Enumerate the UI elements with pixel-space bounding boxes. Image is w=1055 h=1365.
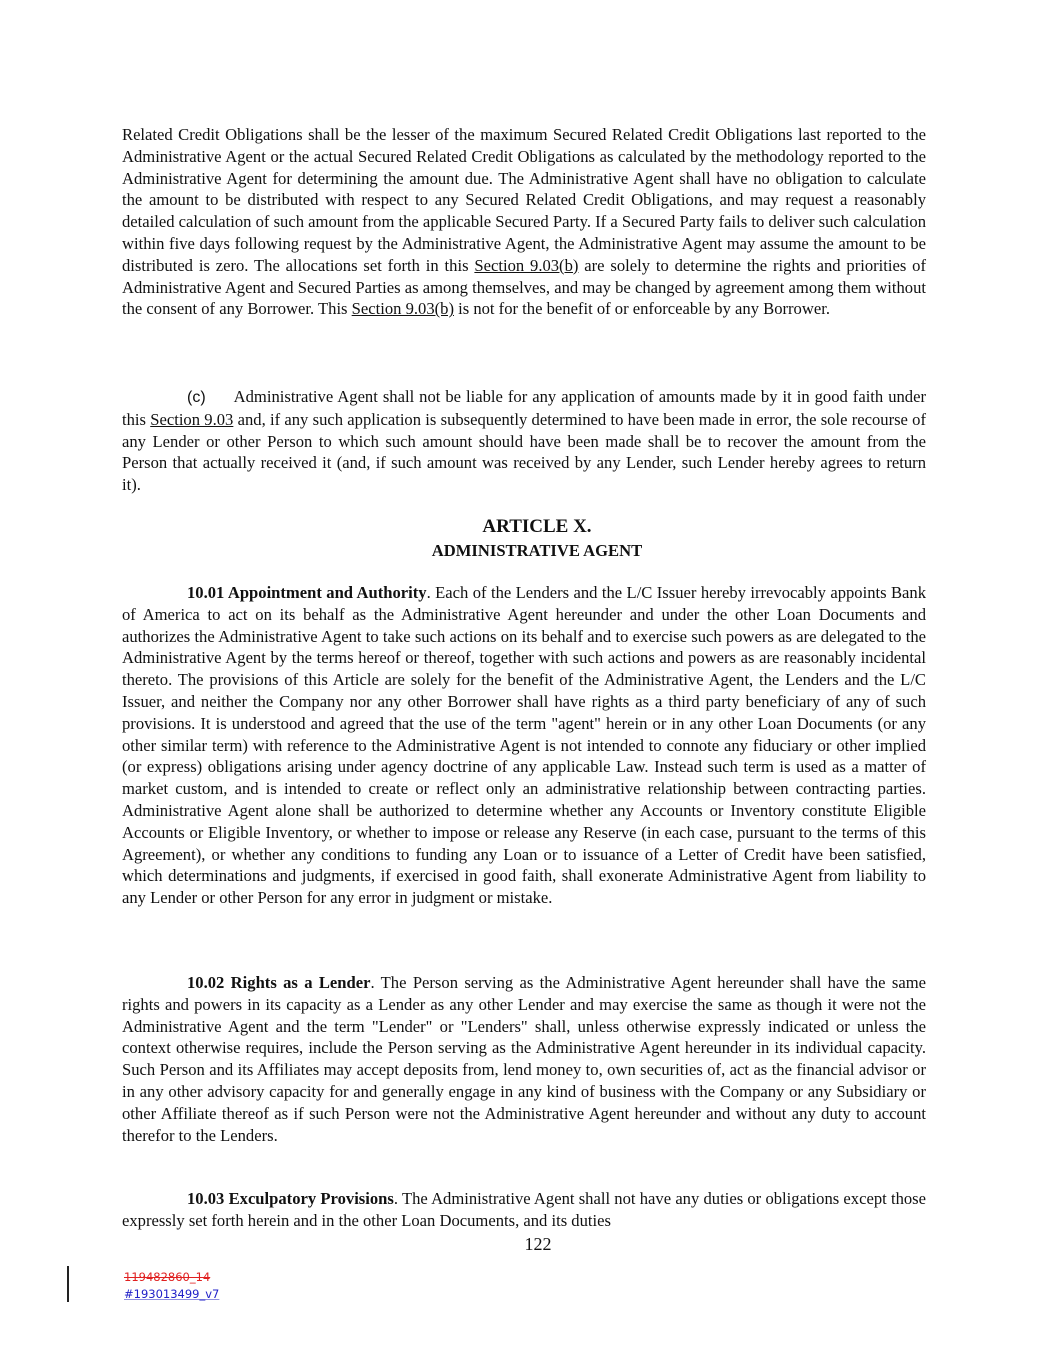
section-10-02	[122, 972, 926, 1146]
section-reference-link: Section 9.03	[150, 409, 234, 429]
paragraph-text: Related Credit Obligations shall be the lesser of the maximum Secured Related Credit Obligations last reported to the Administrative Agent or the actual Secured Related Credit Obligations as calculated by the methodology reported to the Administrative Agent for determining the amount due. The Administrative Agent shall have no obligation to calculate the amount to be distributed with respect to any Secured Related Credit Obligations, and may request a reasonably detailed calculation of such amount from the applicable Secured Party. If a Secured Party fails to deliver such calculation within five days following request by the Administrative Agent, the Administrative Agent may assume the amount to be distributed is zero. The allocations set forth in this	[122, 125, 926, 275]
paragraph-text: are solely to determine the rights and priorities of Administrative Agent and Secured Parties as among themselves, and may be changed by agreement among them without the consent of any Borrower. This	[122, 255, 926, 319]
paragraph-text: is not for the benefit of or enforceable by any Borrower.	[453, 299, 830, 319]
page-number: 122	[524, 1234, 552, 1254]
section-reference-link: Section 9.03(b)	[351, 299, 454, 319]
section-heading: 10.02 Rights as a Lender	[187, 973, 371, 992]
section-text: . The Person serving as the Administrative Agent hereunder shall have the same rights and powers in its capacity as a Lender as any other Lender and may exercise the same as though it were not the Administrative Agent and the term "Lender" or "Lenders" shall, unless otherwise expressly indicated or unless the context otherwise requires, include the Person serving as the Administrative Agent hereunder in its individual capacity. Such Person and its Affiliates may accept deposits from, lend money to, own securities of, act as the financial advisor or in any other advisory capacity for and generally engage in any kind of business with the Company or any Subsidiary or other Affiliate thereof as if such Person were not the Administrative Agent hereunder and without any duty to account therefor to the Lenders.	[122, 973, 926, 1145]
paragraph-text: Administrative Agent shall not be liable for any application of amounts made by it in good faith under this	[122, 387, 926, 429]
article-title: ADMINISTRATIVE AGENT	[431, 541, 643, 560]
section-text: . Each of the Lenders and the L/C Issuer hereby irrevocably appoints Bank of America to act on its behalf as the Administrative Agent hereunder and under the other Loan Documents and authorizes the Administrative Agent to take such actions on its behalf and to exercise such powers as are delegated to the Administrative Agent by the terms hereof or thereof, together with such actions and powers as are reasonably incidental thereto. The provisions of this Article are solely for the benefit of the Administrative Agent, the Lenders and the L/C Issuer, and neither the Company nor any other Borrower shall have rights as a third party beneficiary of any of such provisions. It is understood and agreed that the use of the term "agent" herein or in any other Loan Documents (or any other similar term) with reference to the Administrative Agent is not intended to connote any fiduciary or other implied (or express) obligations arising under agency doctrine of any applicable Law. Instead such term is used as a matter of market custom, and is intended to create or reflect only an administrative relationship between contracting parties. Administrative Agent alone shall be authorized to determine whether any Accounts or Inventory constitute Eligible Accounts or Eligible Inventory, or whether to impose or release any Reserve (in each case, pursuant to the terms of this Agreement), or whether any conditions to funding any Loan or to issuance of a Letter of Credit have been satisfied, which determinations and judgments, if exercised in good faith, shall exonerate Administrative Agent from liability to any Lender or other Person for any error in judgment or mistake.	[122, 583, 927, 908]
clause-label: (c)	[187, 389, 206, 406]
paragraph-text: and, if any such application is subsequently determined to have been made in error, the sole recourse of any Lender or other Person to which such amount should have been made shall be to recover the amount from the Person that actually received it (and, if such amount was received by any Lender, such Lender hereby agrees to return it).	[122, 409, 927, 495]
article-number: ARTICLE X.	[482, 516, 592, 537]
section-10-03	[122, 1188, 926, 1232]
section-reference-link: Section 9.03(b)	[474, 255, 579, 275]
section-heading: 10.01 Appointment and Authority	[187, 583, 427, 602]
section-10-01	[122, 582, 926, 909]
section-heading: 10.03 Exculpatory Provisions	[187, 1189, 394, 1208]
footer-old-doc-id: 119482860_14	[124, 1270, 211, 1284]
footer-new-doc-id: #193013499_v7	[124, 1287, 220, 1301]
paragraph-9-03b-continued	[122, 124, 926, 320]
section-text: . The Administrative Agent shall not have any duties or obligations except those expressly set forth herein and in the other Loan Documents, and its duties	[122, 1189, 927, 1230]
change-bar	[67, 1266, 69, 1302]
paragraph-9-03c	[122, 386, 926, 496]
